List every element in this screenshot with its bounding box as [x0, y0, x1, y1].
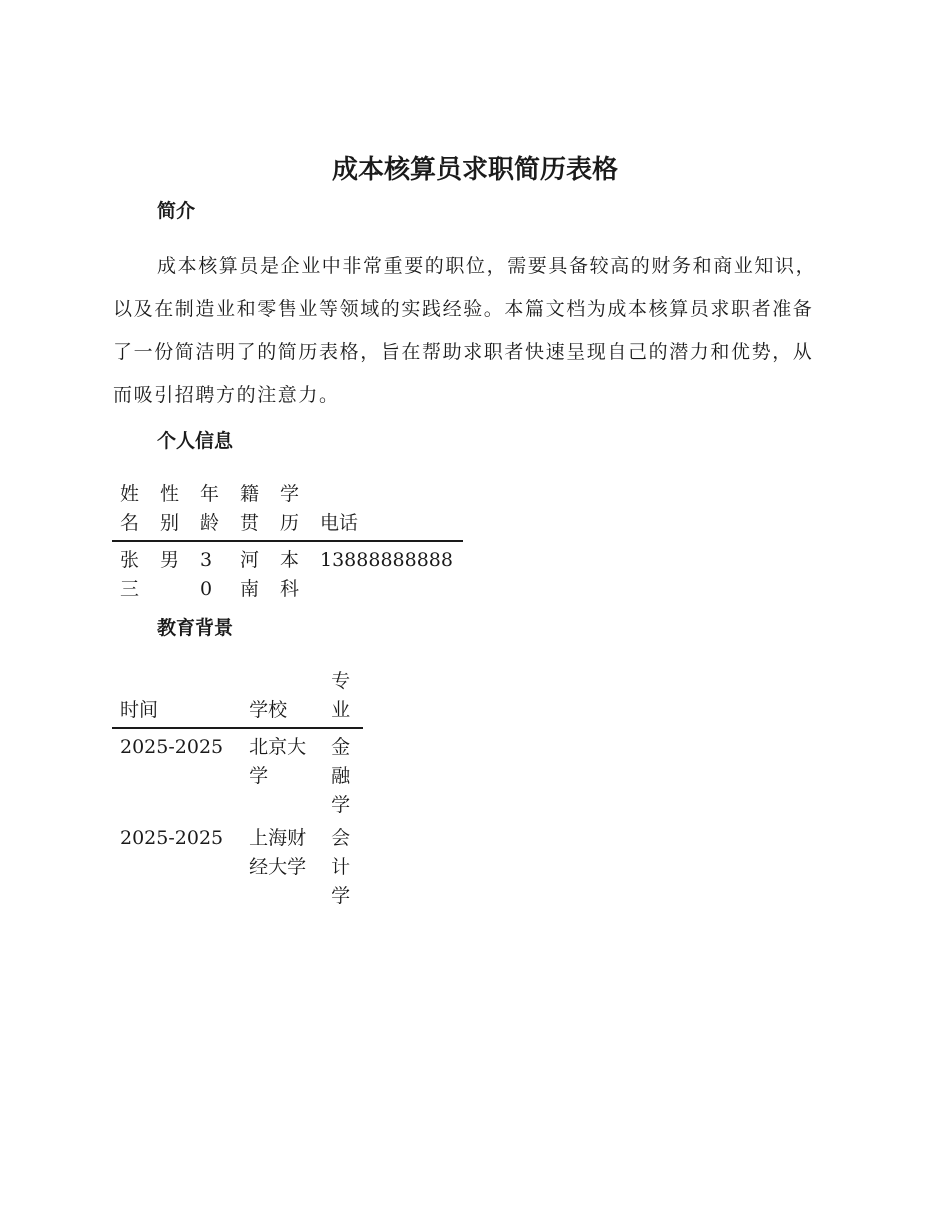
section-heading-intro: 简介: [157, 200, 196, 222]
table-header-row: [112, 667, 363, 728]
cell-gender: 男: [160, 549, 180, 571]
header-cell-education: 学历: [272, 480, 312, 541]
header-cell-gender: 性别: [152, 480, 192, 541]
section-heading-personal: 个人信息: [157, 430, 234, 452]
page-title: 成本核算员求职简历表格: [331, 155, 618, 185]
header-cell-school: 学校: [241, 667, 323, 728]
table-header-row: [112, 480, 463, 541]
personal-info-table: [112, 480, 463, 604]
header-cell-time: 时间: [112, 667, 241, 728]
cell-school: 北京大学: [249, 736, 307, 787]
cell-school: 上海财经大学: [249, 827, 307, 878]
cell-hometown: 河南: [240, 549, 260, 600]
education-table: [112, 667, 363, 911]
cell-time: 2025-2025: [120, 736, 224, 758]
intro-paragraph: 成本核算员是企业中非常重要的职位，需要具备较高的财务和商业知识，以及在制造业和零售业等领域的实践经验。本篇文档为成本核算员求职者准备了一份简洁明了的简历表格，旨在帮助求职者快速呈现自己的潜力和优势，从而吸引招聘方的注意力。: [113, 255, 817, 406]
cell-major: 金融学: [331, 736, 351, 816]
table-row: [112, 728, 363, 820]
header-cell-age: 年龄: [192, 480, 232, 541]
cell-education: 本科: [280, 549, 300, 600]
section-heading-education: 教育背景: [157, 617, 234, 639]
cell-phone: 13888888888: [320, 549, 453, 571]
header-cell-phone: 电话: [312, 480, 463, 541]
cell-time: 2025-2025: [120, 827, 224, 849]
cell-major: 会计学: [331, 827, 351, 907]
cell-age: 30: [200, 549, 213, 600]
cell-name: 张三: [120, 549, 140, 600]
header-cell-hometown: 籍贯: [232, 480, 272, 541]
header-cell-name: 姓名: [112, 480, 152, 541]
table-row: [112, 541, 463, 604]
header-cell-major: 专业: [323, 667, 363, 728]
table-row: [112, 820, 363, 911]
